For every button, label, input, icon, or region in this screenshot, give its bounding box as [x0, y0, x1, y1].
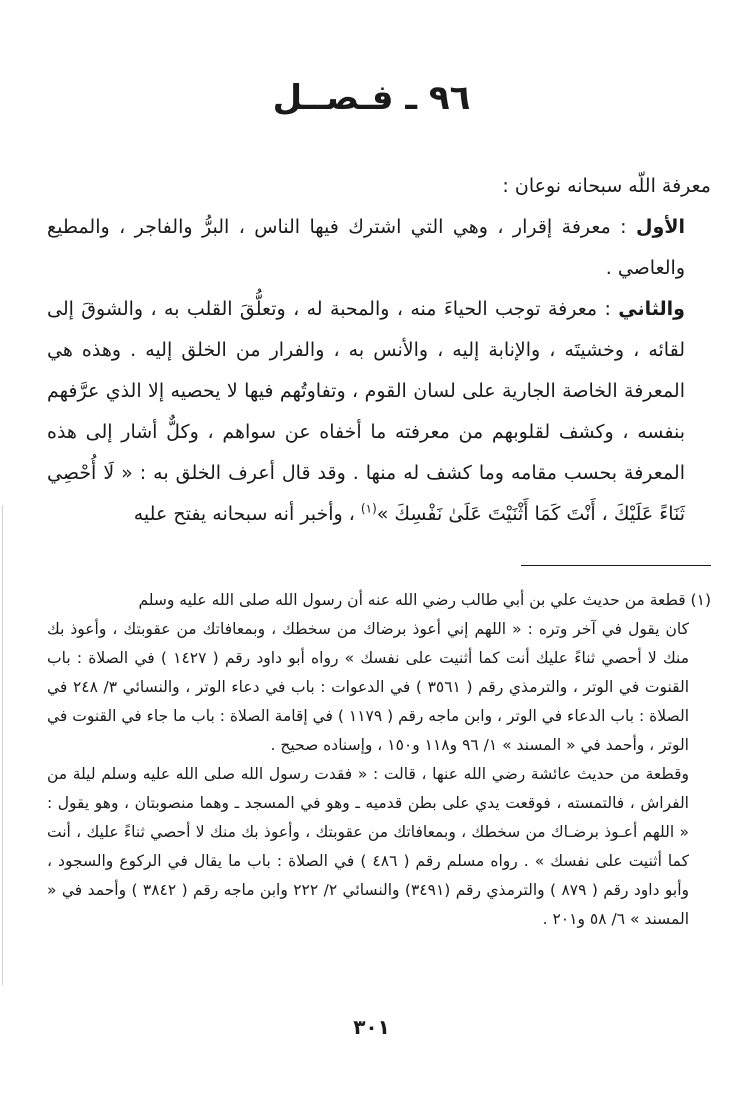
footnotes [47, 586, 711, 934]
footnote-1-second-hadith [47, 760, 711, 934]
intro-paragraph [47, 166, 711, 207]
second-kind-label: والثاني [618, 298, 685, 320]
footnote-2-text: وقطعة من حديث عائشة رضي الله عنها ، قالت : « فقدت رسول الله صلى الله عليه وسلم ليلة من الفراش ، فالتمسته ، فوقعت يدي على بطن قدميه ـ وهو في المسجد ـ وهما منصوبتان ، وهو يقول : « اللهم أعـوذ برضـاك من سخطك ، وبمعافاتك من عقوبتك ، وأعوذ بك منك لا أحصي ثناءً عليك ، أنت كما أثنيت على نفسك » . رواه مسلم رقم ( ٤٨٦ ) في الصلاة : باب ما يقال في الركوع والسجود ، وأبو داود رقم ( ٨٧٩ ) والترمذي رقم (٣٤٩١) والنسائي ٢/ ٢٢٢ وابن ماجه رقم ( ٣٨٤٢ ) وأحمد في « المسند » ٦/ ٥٨ و٢٠١ . [47, 765, 689, 928]
second-kind-text-end: ، وأخبر أنه سبحانه يفتح عليه [133, 503, 355, 525]
first-kind-paragraph [47, 207, 711, 289]
first-kind-label: الأول [636, 216, 685, 238]
footnote-1-text: كان يقول في آخر وتره : « اللهم إني أعوذ برضاك من سخطك ، وبمعافاتك من عقوبتك ، وأعوذ بك منك لا أحصي ثناءً عليك أنت كما أثنيت على نفسك » رواه أبو داود رقم ( ١٤٢٧ ) في الصلاة : باب القنوت في الوتر ، والترمذي رقم ( ٣٥٦١ ) في الدعوات : باب في دعاء الوتر ، والنسائي ٣/ ٢٤٨ في الصلاة : باب الدعاء في الوتر ، وابن ماجه رقم ( ١١٧٩ ) في إقامة الصلاة : باب ما جاء في القنوت في الوتر ، وأحمد في « المسند » ١/ ٩٦ و١١٨ و١٥٠ ، وإسناده صحيح . [47, 620, 690, 754]
footnote-1-first-line: (١) قطعة من حديث علي بن أبي طالب رضي الله عنه أن رسول الله صلى الله عليه وسلم [138, 591, 711, 609]
second-kind-text: : معرفة توجب الحياءَ منه ، والمحبة له ، وتعلُّقَ القلب به ، والشوقَ إلى لقائه ، وخشيتَه ، والإنابة إليه ، والأنس به ، والفرار من الخلق إليه . وهذه هي المعرفة الخاصة الجارية على لسان القوم ، وتفاوتُهم فيها لا يحصيه إلا الذي عرَّفهم بنفسه ، وكشف لقلوبهم من معرفته ما أخفاه عن سواهم ، وكلٌّ أشار إلى هذه المعرفة بحسب مقامه وما كشف له منها . وقد قال أعرف الخلق به : « لَا أُحْصِي ثَنَاءً عَلَيْكَ ، أَنْتَ كَمَا أَثْنَيْتَ عَلَىٰ نَفْسِكَ » [47, 298, 685, 525]
footnote-1-body [47, 615, 711, 760]
page-number: ٣٠١ [353, 1015, 390, 1039]
main-text [47, 166, 711, 535]
footnote-1-heading [47, 586, 711, 615]
page-edge-line [2, 505, 3, 985]
first-kind-text: : معرفة إقرار ، وهي التي اشترك فيها الناس ، البرُّ والفاجر ، والمطيع والعاصي . [47, 216, 685, 279]
footnote-separator [521, 565, 711, 566]
footnote-marker: (١) [360, 501, 377, 516]
second-kind-paragraph [47, 289, 711, 535]
chapter-title: ٩٦ ـ فـصــل [272, 78, 471, 118]
intro-text: معرفة اللّه سبحانه نوعان : [502, 175, 711, 197]
